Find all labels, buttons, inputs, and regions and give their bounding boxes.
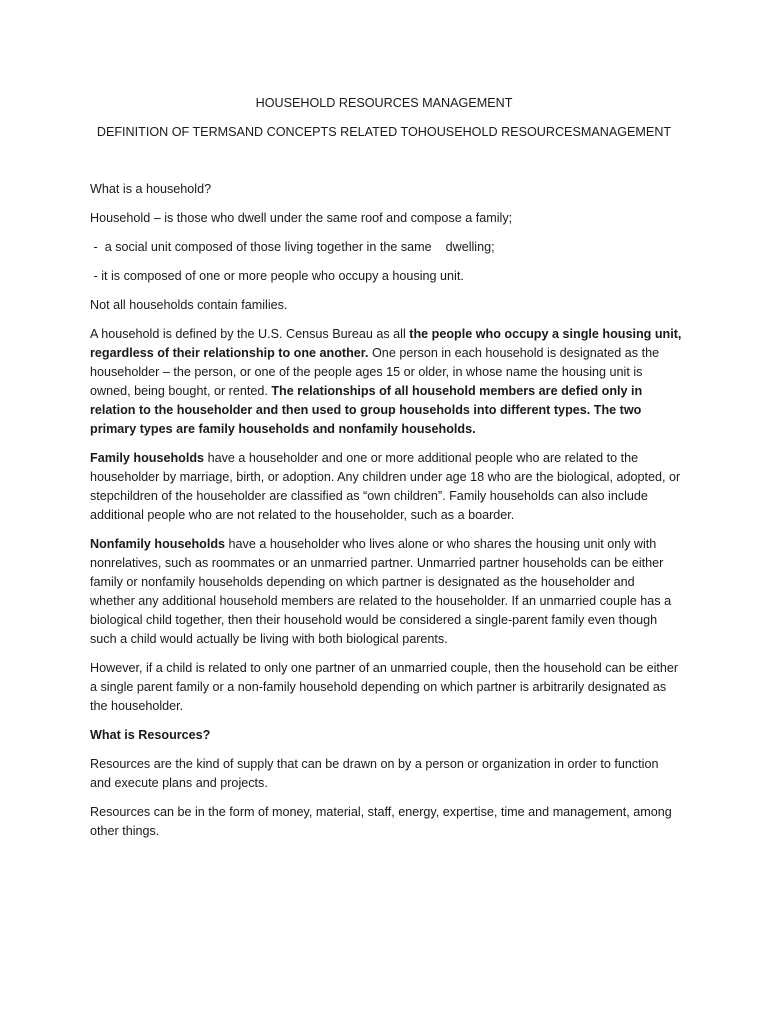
document-title: HOUSEHOLD RESOURCES MANAGEMENT <box>255 96 513 110</box>
resources-definition: Resources are the kind of supply that can be drawn on by a person or organization in order to function and execute plans and projects. <box>90 757 659 790</box>
census-text-1: A household is defined by the U.S. Census Bureau as all <box>90 327 410 341</box>
document-body <box>90 180 682 851</box>
not-all-households: Not all households contain families. <box>90 298 288 312</box>
resources-forms: Resources can be in the form of money, material, staff, energy, expertise, time and management, among other things. <box>90 805 672 838</box>
question-resources <box>90 726 682 745</box>
census-text-2: One person in each household is designated as the householder – the person, or one of the people ages 15 or older, in whose name the housing unit is owned, being bought, or rented. <box>90 346 660 398</box>
census-paragraph <box>90 325 682 439</box>
question-household: What is a household? <box>90 182 212 196</box>
family-households-text: have a householder and one or more additional people who are related to the householder by marriage, birth, or adoption. Any children under age 18 who are the biological, adopted, or stepchildren of the householder are classified as “own children”. Family households can also include additional people who are not related to the householder, such as a boarder. <box>90 451 681 522</box>
nonfamily-households-text: have a householder who lives alone or who shares the housing unit only with nonrelatives, such as roommates or an unmarried partner. Unmarried partner households can be either family or nonfamily households depending on which partner is designated as the householder and whether any additional household members are related to the householder. If an unmarried couple has a biological child together, then their household would be considered a single-parent family even though such a child would actually be living with both biological parents. <box>90 537 672 646</box>
census-bold-1: the people who occupy a single housing unit, regardless of their relationship to one another. <box>90 327 682 360</box>
document-subtitle: DEFINITION OF TERMSAND CONCEPTS RELATED TOHOUSEHOLD RESOURCESMANAGEMENT <box>96 125 672 139</box>
household-bullet-1: - a social unit composed of those living together in the same dwelling; <box>90 240 495 254</box>
however-paragraph: However, if a child is related to only one partner of an unmarried couple, then the household can be either a single parent family or a non-family household depending on which partner is arbitrarily designated as the householder. <box>90 661 679 713</box>
nonfamily-households-term: Nonfamily households <box>90 537 226 551</box>
family-households-term: Family households <box>90 451 205 465</box>
household-definition: Household – is those who dwell under the same roof and compose a family; <box>90 211 513 225</box>
household-bullet-2: - it is composed of one or more people who occupy a housing unit. <box>90 269 464 283</box>
nonfamily-households-paragraph <box>90 535 682 649</box>
question-resources-text: What is Resources? <box>90 728 211 742</box>
family-households-paragraph <box>90 449 682 525</box>
census-bold-2: The relationships of all household members are defied only in relation to the householder and then used to group households into different types. The two primary types are family households and nonfamily households. <box>90 384 643 436</box>
